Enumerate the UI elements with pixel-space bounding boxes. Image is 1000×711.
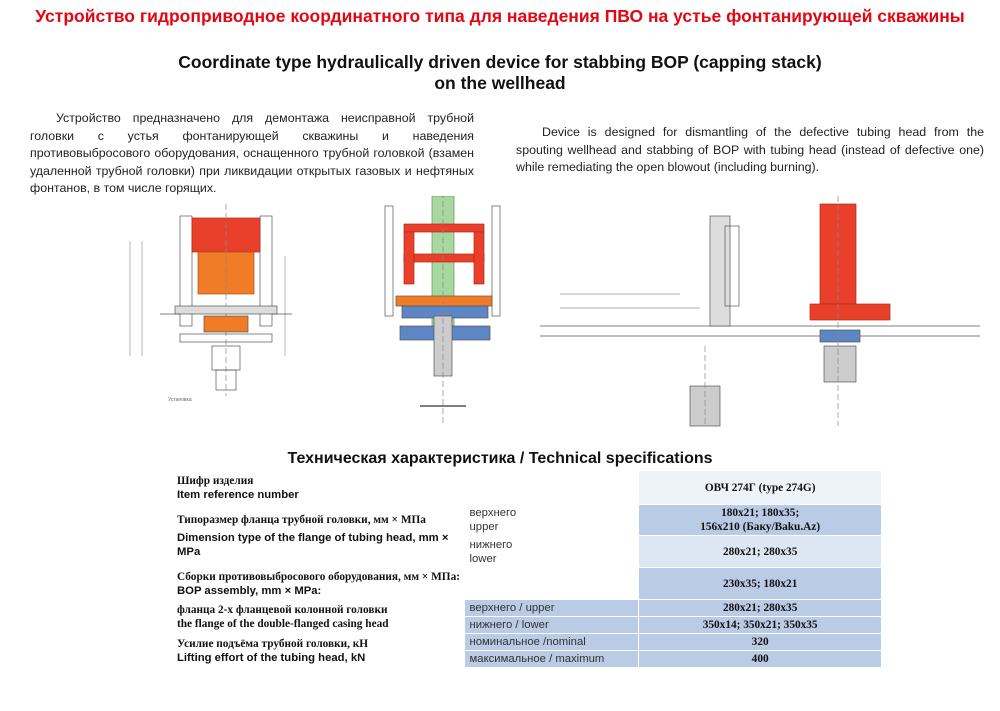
- item-reference-label-en: Item reference number: [177, 488, 299, 501]
- title-english-line1: Coordinate type hydraulically driven device for stabbing BOP (capping stack): [178, 52, 822, 72]
- tubing-head-flange-label: [172, 505, 465, 568]
- lifting-effort-label: [172, 634, 465, 668]
- table-title: Техническая характеристика / Technical specifications: [287, 450, 713, 467]
- casing-lower-value: 350x14; 350x21; 350x35: [639, 617, 882, 634]
- tubing-head-flange-label-ru: Типоразмер фланца трубной головки, мм × МПа: [177, 514, 426, 526]
- description-russian: Устройство предназначено для демонтажа неисправной трубной головки с устья фонтанирующей скважины и наведения противовыбросового оборудования, оснащенного трубной головкой (взамен удаленной трубной головки) при ликвидации открытых газовых и нефтяных фонтанов, в том числе горящих.: [30, 111, 474, 195]
- casing-head-flange-label: [172, 600, 465, 634]
- casing-lower-sublabel: нижнего / lower: [464, 617, 639, 634]
- drawing-side-elevation: [385, 196, 500, 426]
- tubing-lower-sublabel: [464, 536, 639, 568]
- title-english-line2: on the wellhead: [434, 73, 566, 93]
- tubing-upper-value-line2: 156x210 (Баку/Baku.Az): [700, 521, 821, 533]
- lifting-effort-label-ru: Усилие подъёма трубной головки, кН: [177, 637, 369, 650]
- tubing-upper-en: upper: [469, 521, 499, 533]
- spec-table: [171, 470, 882, 668]
- item-reference-label-ru: Шифр изделия: [177, 474, 254, 487]
- lifting-max-value: 400: [639, 651, 882, 668]
- description-english: Device is designed for dismantling of the defective tubing head from the spouting wellhead and stabbing of BOP with tubing head (instead of defective one) while remediating the open blowout (including burning).: [516, 125, 984, 174]
- bop-assembly-label-ru: Сборки противовыбросового оборудования, мм × МПа:: [177, 570, 460, 583]
- title-english: [0, 52, 1000, 94]
- table-row-bop-assembly: [172, 568, 882, 600]
- engineering-drawings: [120, 196, 980, 436]
- tubing-lower-ru: нижнего: [469, 538, 513, 551]
- tubing-upper-sublabel: [464, 505, 639, 536]
- tubing-lower-value: 280x21; 280x35: [639, 536, 882, 568]
- table-row-tubing-upper: [172, 505, 882, 536]
- casing-upper-value: 280x21; 280x35: [639, 600, 882, 617]
- tubing-upper-value: [639, 505, 882, 536]
- item-reference-value: ОВЧ 274Г (type 274G): [639, 471, 882, 505]
- drawing-plan-view: [540, 196, 980, 426]
- title-russian: Устройство гидроприводное координатного типа для наведения ПВО на устье фонтанирующей скважины: [35, 6, 965, 26]
- tubing-head-flange-label-en: Dimension type of the flange of tubing head, mm × MPa: [177, 532, 449, 558]
- lifting-effort-label-en: Lifting effort of the tubing head, kN: [177, 651, 366, 664]
- bop-assembly-label: [172, 568, 639, 600]
- drawing-front-elevation: [130, 204, 292, 403]
- tubing-upper-value-line1: 180x21; 180x35;: [721, 507, 800, 519]
- table-row-casing-upper: [172, 600, 882, 617]
- casing-head-flange-label-en: the flange of the double-flanged casing head: [177, 617, 389, 630]
- casing-upper-sublabel: верхнего / upper: [464, 600, 639, 617]
- lifting-max-sublabel: максимальное / maximum: [464, 651, 639, 668]
- lifting-nominal-sublabel: номинальное /nominal: [464, 634, 639, 651]
- item-reference-label: [172, 471, 639, 505]
- table-row-lifting-nominal: [172, 634, 882, 651]
- table-row-item-reference: [172, 471, 882, 505]
- tubing-upper-ru: верхнего: [469, 507, 517, 519]
- tubing-lower-en: lower: [469, 552, 497, 565]
- lifting-nominal-value: 320: [639, 634, 882, 651]
- casing-head-flange-label-ru: фланца 2-х фланцевой колонной головки: [177, 603, 388, 616]
- svg-text:Установка: Установка: [168, 397, 192, 403]
- bop-assembly-label-en: BOP assembly, mm × MPa:: [177, 584, 322, 597]
- bop-assembly-value: 230x35; 180x21: [639, 568, 882, 600]
